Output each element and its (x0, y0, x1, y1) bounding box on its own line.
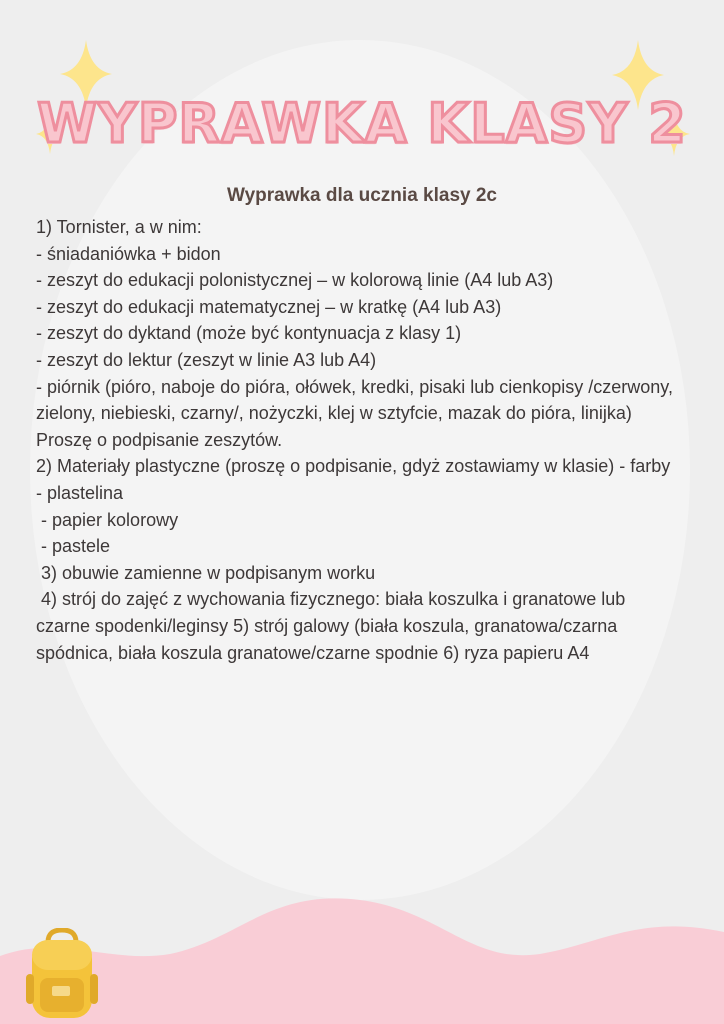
list-item: - zeszyt do dyktand (może być kontynuacja z klasy 1) (36, 323, 462, 344)
list-item: 2) Materiały plastyczne (proszę o podpisanie, gdyż zostawiamy w klasie) - farby (36, 456, 671, 477)
bottom-wave (0, 894, 724, 1024)
list-item: - zeszyt do lektur (zeszyt w linie A3 lub A4) (36, 349, 377, 370)
list-item: 1) Tornister, a w nim: (36, 217, 202, 237)
supply-list (36, 214, 676, 666)
list-item: 3) obuwie zamienne w podpisanym worku (36, 562, 376, 583)
list-item: - plastelina (36, 482, 124, 503)
list-item: - piórnik (pióro, naboje do pióra, ołówek, kredki, pisaki lub cienkopisy /czerwony, zielony, niebieski, czarny/, nożyczki, klej w sztyfcie, mazak do pióra, linijka) (36, 376, 678, 424)
list-item: Proszę o podpisanie zeszytów. (36, 429, 283, 450)
page-title: WYPRAWKA KLASY 2 (37, 92, 687, 155)
list-item: 4) strój do zajęć z wychowania fizycznego: biała koszulka i granatowe lub czarne spodenki/leginsy 5) strój galowy (biała koszula, granatowa/czarna spódnica, biała koszula granatowe/czarne spodnie 6) ryza papieru A4 (36, 589, 631, 663)
list-item: - zeszyt do edukacji polonistycznej – w kolorową linie (A4 lub A3) (36, 270, 554, 291)
list-item: - pastele (36, 536, 111, 557)
page-subtitle: Wyprawka dla ucznia klasy 2c (226, 185, 497, 206)
backpack-icon (26, 928, 98, 1020)
list-item: - śniadaniówka + bidon (36, 243, 221, 264)
list-item: - papier kolorowy (36, 509, 179, 530)
list-item: - zeszyt do edukacji matematycznej – w kratkę (A4 lub A3) (36, 296, 502, 317)
